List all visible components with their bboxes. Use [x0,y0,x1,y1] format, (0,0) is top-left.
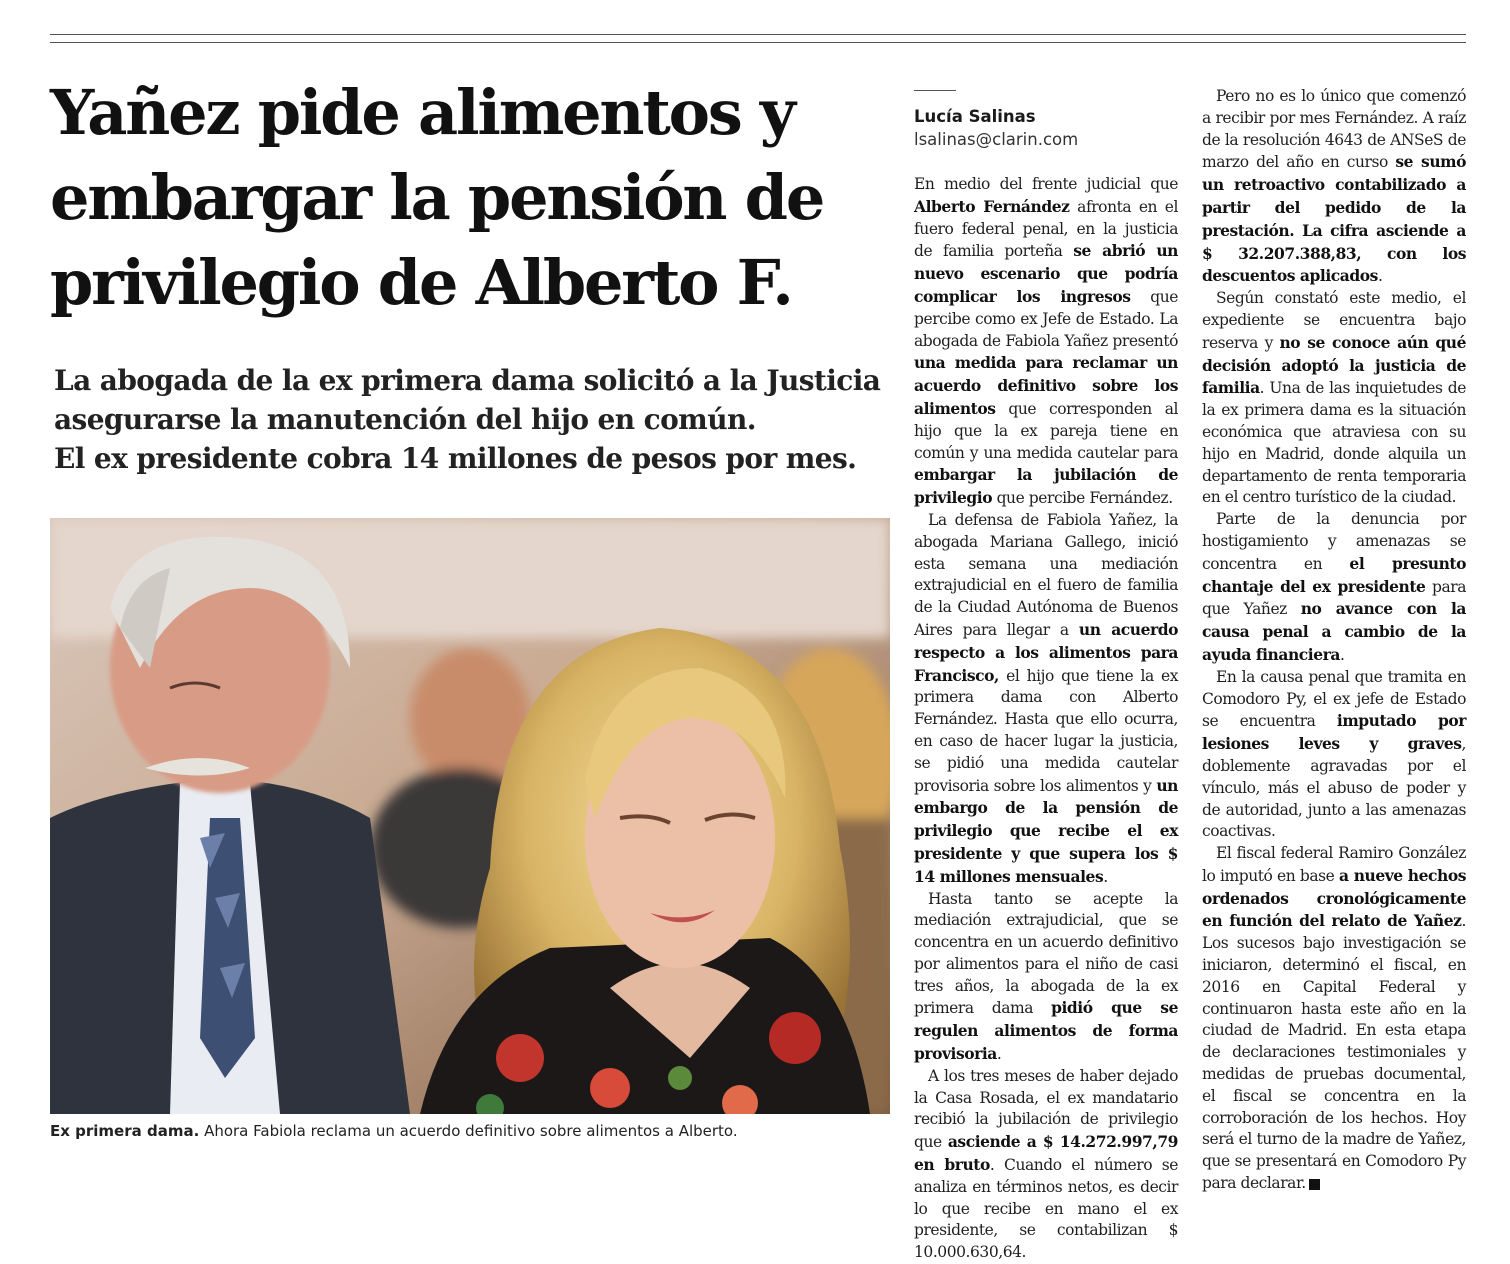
text: Pero no es lo único que comenzó a recibir por mes Fernández. A raíz de la resolución 4643 de ANSeS de marzo del año en curso [1202,87,1466,172]
deck-line: El ex presidente cobra 14 millones de pesos por mes. [54,442,857,475]
byline [914,106,1194,152]
text: para que Yañez [1202,577,1466,619]
text: El fiscal federal Ramiro González lo imputó en base [1202,844,1466,885]
bold-text: se abrió un nuevo escenario que podría complicar los ingresos [914,241,1178,306]
bold-text: Alberto Fernández [914,196,1070,216]
text: . Una de las inquietudes de la ex primera dama es la situación económica que atraviesa con su hijo en Madrid, donde alquila un departamento de renta temporaria en el centro turístico de la ciudad. [1202,379,1466,507]
photo-caption [50,1121,900,1141]
end-of-article-mark [1309,1179,1320,1190]
text: . Cuando el número se analiza en términos netos, es decir lo que recibe en mano el ex presidente, se contabilizan $ 10.000.630,64. [914,1156,1178,1262]
bold-text: una medida para reclamar un acuerdo definitivo sobre los alimentos [914,353,1178,418]
text: que percibe Fernández. [992,489,1173,508]
bold-text: imputado por lesiones leves y graves [1202,711,1466,754]
article-column-2 [1202,86,1466,1195]
byline-rule [914,90,956,91]
top-rule [50,34,1466,43]
text: Parte de la denuncia por hostigamiento y amenazas se concentra en [1202,510,1466,573]
text: Según constató este medio, el expediente se encuentra bajo reserva y [1202,289,1466,352]
bold-text: no se conoce aún qué decisión adoptó la justicia de familia [1202,332,1466,398]
text: . [1377,267,1383,286]
headline-line: Yañez pide alimentos y [50,76,794,149]
text: . Los sucesos bajo investigación se iniciaron, determinó el fiscal, en 2016 en Capital Federal y continuaron hasta este año en la ciudad de Madrid. En esta etapa de declaraciones testimoniales y medidas de pruebas documental, el fiscal se concentra en la corroboración de los hechos. Hoy será el turno de la madre de Yañez, que se presentará en Comodoro Py para declarar. [1202,912,1466,1193]
bold-text: un embargo de la pensión de privilegio que recibe el ex presidente y que supera los $ 14 millones mensuales [914,775,1178,886]
text: afronta en el fuero federal penal, en la justicia de familia porteña [914,197,1178,261]
paragraph [914,510,1178,889]
headline-line: privilegio de Alberto F. [50,246,792,319]
paragraph [1202,288,1466,509]
paragraph [1202,509,1466,667]
text: . [996,1045,1002,1064]
bold-text: no avance con la causa penal a cambio de la ayuda financiera [1202,599,1466,664]
text: La defensa de Fabiola Yañez, la abogada Mariana Gallego, inició esta semana una mediación extrajudicial en el fuero de familia de la Ciudad Autónoma de Buenos Aires para llegar a [914,510,1178,639]
caption-text: Ahora Fabiola reclama un acuerdo definitivo sobre alimentos a Alberto. [204,1122,738,1140]
paragraph [914,889,1178,1066]
text: el hijo que tiene la ex primera dama con Alberto Fernández. Hasta que ello ocurra, en caso de hacer lugar la justicia, se pidió una medida cautelar provisoria sobre los alimentos y [914,666,1178,795]
paragraph [914,1066,1178,1264]
text: que corresponden al hijo que la ex pareja tiene en común y una medida cautelar para [914,399,1178,462]
bold-text: a nueve hechos ordenados cronológicamente en función del relato de Yañez [1202,865,1466,931]
deck-line: asegurarse la manutención del hijo en común. [54,403,756,436]
paragraph [1202,667,1466,843]
text: En medio del frente judicial que [914,175,1178,193]
paragraph [1202,843,1466,1195]
headline [50,70,900,325]
text: A los tres meses de haber dejado la Casa Rosada, el ex mandatario recibió la jubilación de privilegio que [914,1066,1178,1152]
text: . [1103,867,1108,886]
paragraph [914,174,1178,510]
bold-text: pidió que se regulen alimentos de forma provisoria [914,998,1178,1064]
bold-text: el presunto chantaje del ex presidente [1202,553,1466,596]
deck-subheadline [54,361,894,478]
text: que percibe como ex Jefe de Estado. La abogada de Fabiola Yañez presentó [914,287,1178,350]
author-email[interactable]: lsalinas@clarin.com [914,130,1079,149]
text: En la causa penal que tramita en Comodoro Py, el ex jefe de Estado se encuentra [1202,667,1466,731]
bold-text: asciende a $ 14.272.997,79 en bruto [914,1132,1178,1175]
bold-text: un acuerdo respecto a los alimentos para Francisco, [914,619,1178,685]
text: , doblemente agravadas por el vínculo, más el abuso de poder y de autoridad, junto a las amenazas coactivas. [1202,735,1466,841]
author-name: Lucía Salinas [914,107,1036,126]
text: Hasta tanto se acepte la mediación extrajudicial, que se concentra en un acuerdo definitivo por alimentos para el niño de casi tres años, la abogada de la ex primera dama [914,889,1178,1018]
article-column-1 [914,174,1178,1264]
deck-line: La abogada de la ex primera dama solicitó a la Justicia [54,364,881,397]
headline-line: embargar la pensión de [50,161,824,234]
bold-text: se sumó un retroactivo contabilizado a partir del pedido de la prestación. La cifra asciende a $ 32.207.388,83, con los descuentos aplicados [1202,152,1466,286]
text: . [1339,645,1345,664]
bold-text: embargar la jubilación de privilegio [914,465,1178,508]
news-photo [50,518,890,1114]
caption-label: Ex primera dama. [50,1122,200,1140]
paragraph [1202,86,1466,288]
photo-illustration [50,518,890,1114]
